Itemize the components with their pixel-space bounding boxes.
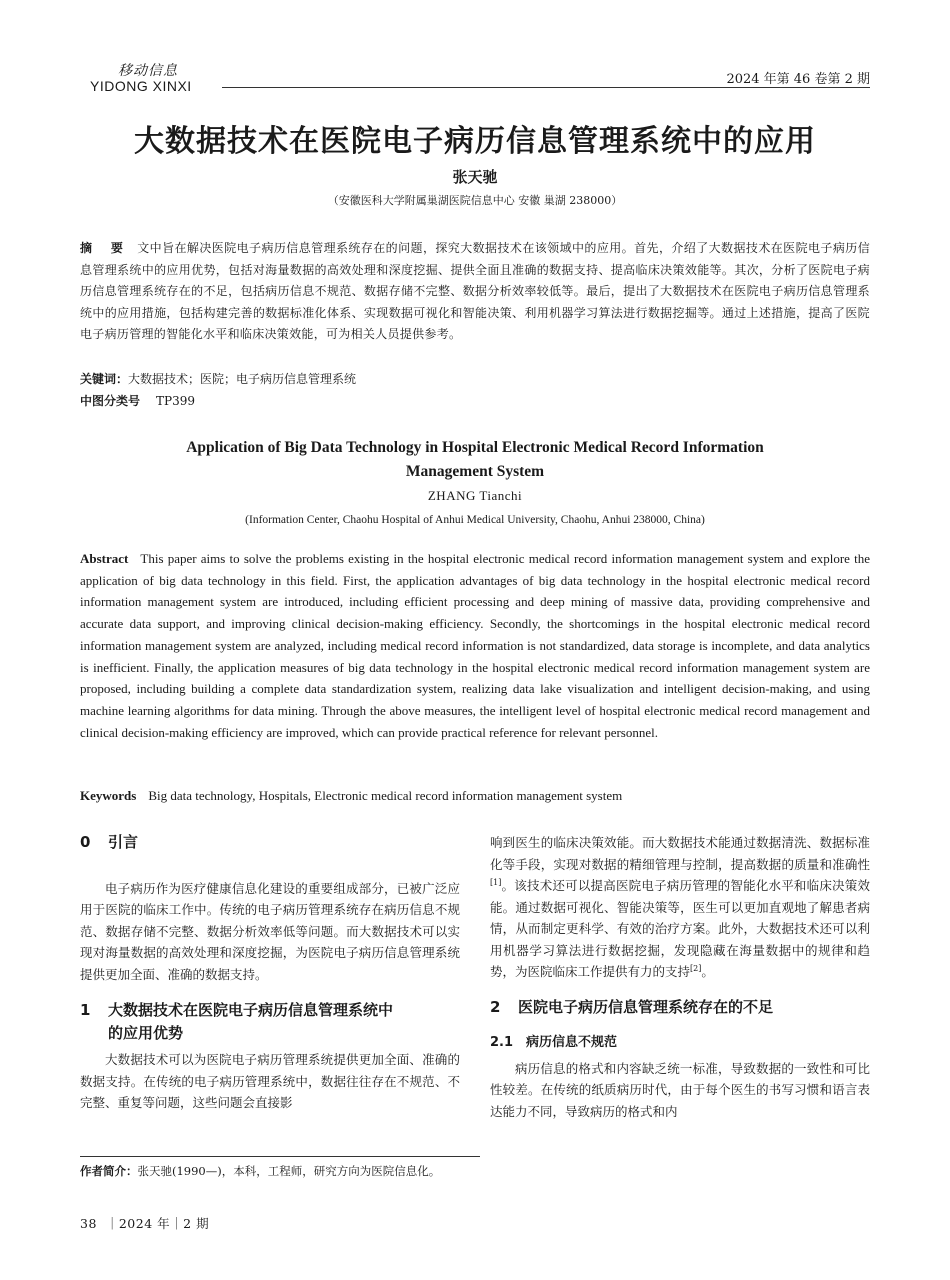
section-1-heading (80, 999, 460, 1045)
abstract-en (80, 548, 870, 743)
keywords-en (80, 788, 622, 804)
footnote-label: 作者简介： (80, 1164, 138, 1178)
title-en-line1: Application of Big Data Technology in Hospital Electronic Medical Record Information (186, 439, 764, 456)
abstract-zh (80, 238, 870, 346)
article-title-zh: 大数据技术在医院电子病历信息管理系统中的应用 (134, 124, 816, 159)
journal-name-zh: 移动信息 (118, 63, 178, 79)
section-2-1-heading (490, 1032, 870, 1054)
clc-label: 中图分类号 (80, 394, 141, 408)
keywords-zh-text: 大数据技术；医院；电子病历信息管理系统 (128, 372, 357, 386)
clc-value: TP399 (156, 394, 195, 408)
section-0-heading (80, 832, 460, 854)
section-2-title: 医院电子病历信息管理系统存在的不足 (518, 997, 774, 1016)
abstract-en-text: This paper aims to solve the problems existing in the hospital electronic medical record information management system and explore the application of big data technology in this field. First, the application advantages of big data technology in the hospital electronic medical record information management system are introduced, including efficient processing and deep mining of massive data, providing comprehensive and accurate data support, and improving clinical decision-making efficiency. Secondly, the shortcomings in the hospital electronic medical record information management system are analyzed, including medical record information is not standardized, data storage is incomplete, and data analytics is inefficient. Finally, the application measures of big data technology in the hospital electronic medical record information management system are proposed, including building a complete data standardization system, realizing data lake visualization and intelligent decision-making, and using machine learning algorithms for data mining. Through the above measures, the intelligent level of hospital electronic medical record management and clinical decision-making efficiency are improved, which can provide practical reference for relevant personnel. (80, 551, 870, 740)
author-en: ZHANG Tianchi (427, 488, 523, 503)
section-1-text-b: 。该技术还可以提高医院电子病历管理的智能化水平和临床决策效能。通过数据可视化、智能决策等，医生可以更加直观地了解患者病情，从而制定更科学、有效的治疗方案。此外，大数据技术还可以利用机器学习算法进行数据挖掘，发现隐藏在海量数据中的规律和趋势，为医院临床工作提供有力的支持 (490, 878, 870, 979)
body-right-column (490, 832, 870, 1122)
section-0-title: 引言 (108, 833, 139, 851)
section-2-1-paragraph: 病历信息的格式和内容缺乏统一标准，导致数据的一致性和可比性较差。在传统的纸质病历时代，由于每个医生的书写习惯和语言表达能力不同，导致病历的格式和内 (490, 1060, 870, 1119)
keywords-en-text: Big data technology, Hospitals, Electronic medical record information management system (148, 788, 623, 803)
section-0-paragraph: 电子病历作为医疗健康信息化建设的重要组成部分，已被广泛应用于医院的临床工作中。传统的电子病历管理系统存在病历信息不规范、数据存储不完整、数据分析效率低等问题。而大数据技术可以实现对海量数据的高效处理和深度挖掘，为医院电子病历信息管理系统提供更加全面、准确的数据支持。 (80, 880, 460, 982)
section-1-title-line1: 大数据技术在医院电子病历信息管理系统中 (108, 1001, 394, 1019)
body-left-column (80, 832, 460, 1114)
keywords-zh-label: 关键词： (80, 372, 129, 386)
section-1-paragraph: 大数据技术可以为医院电子病历管理系统提供更加全面、准确的数据支持。在传统的电子病历管理系统中，数据往往存在不规范、不完整、重复等问题，这些问题会直接影 (80, 1052, 460, 1110)
abstract-en-label: Abstract (80, 551, 129, 566)
issue-info: 2024 年第 46 卷第 2 期 (726, 72, 870, 87)
footnote-rule (80, 1156, 480, 1157)
article-title-en (80, 436, 870, 484)
reference-2: [2] (690, 963, 702, 973)
section-2-heading (490, 997, 870, 1019)
journal-name-en: YIDONG XINXI (90, 78, 192, 94)
author-zh: 张天驰 (452, 168, 498, 186)
affiliation-en: (Information Center, Chaohu Hospital of Anhui Medical University, Chaohu, Anhui 238000, China) (245, 514, 705, 526)
keywords-en-label: Keywords (80, 788, 137, 803)
abstract-zh-text: 文中旨在解决医院电子病历信息管理系统存在的问题，探究大数据技术在该领域中的应用。首先，介绍了大数据技术在医院电子病历信息管理系统中的应用优势，包括对海量数据的高效处理和深度挖掘、提供全面且准确的数据支持、提高临床决策效能等。其次，分析了医院电子病历信息管理系统存在的不足，包括病历信息不规范、数据存储不完整、数据分析效率较低等。最后，提出了大数据技术在医院电子病历信息管理系统中的应用措施，包括构建完善的数据标准化体系、实现数据可视化和智能决策、利用机器学习算法进行数据挖掘等。通过上述措施，提高了医院电子病历管理的智能化水平和临床决策效能，可为相关人员提供参考。 (80, 241, 870, 341)
affiliation-zh: （安徽医科大学附属巢湖医院信息中心 安徽 巢湖 238000） (327, 194, 623, 207)
reference-1: [1] (490, 877, 502, 887)
title-en-line2: Management System (405, 463, 545, 480)
section-1-paragraph-cont (490, 832, 870, 983)
section-2-number: 2 (490, 997, 501, 1016)
keywords-zh (80, 370, 356, 387)
section-1-text-a: 响到医生的临床决策效能。而大数据技术能通过数据清洗、数据标准化等手段，实现对数据的精细管理与控制，提高数据的质量和准确性 (490, 835, 870, 872)
section-2-1-title: 病历信息不规范 (526, 1035, 618, 1050)
abstract-zh-label: 摘 要 (80, 241, 124, 255)
section-1-number: 1 (80, 1001, 91, 1019)
section-2-1-number: 2.1 (490, 1035, 514, 1050)
page-footer: 38 ｜2024 年｜2 期 (80, 1216, 210, 1231)
section-0-number: 0 (80, 833, 91, 851)
footnote-text: 张天驰(1990—)，本科，工程师，研究方向为医院信息化。 (137, 1164, 441, 1178)
author-footnote (80, 1163, 440, 1179)
section-1-title-line2: 的应用优势 (108, 1024, 184, 1042)
clc-number (80, 392, 195, 409)
section-1-text-end: 。 (701, 964, 714, 979)
header-rule (222, 87, 870, 88)
